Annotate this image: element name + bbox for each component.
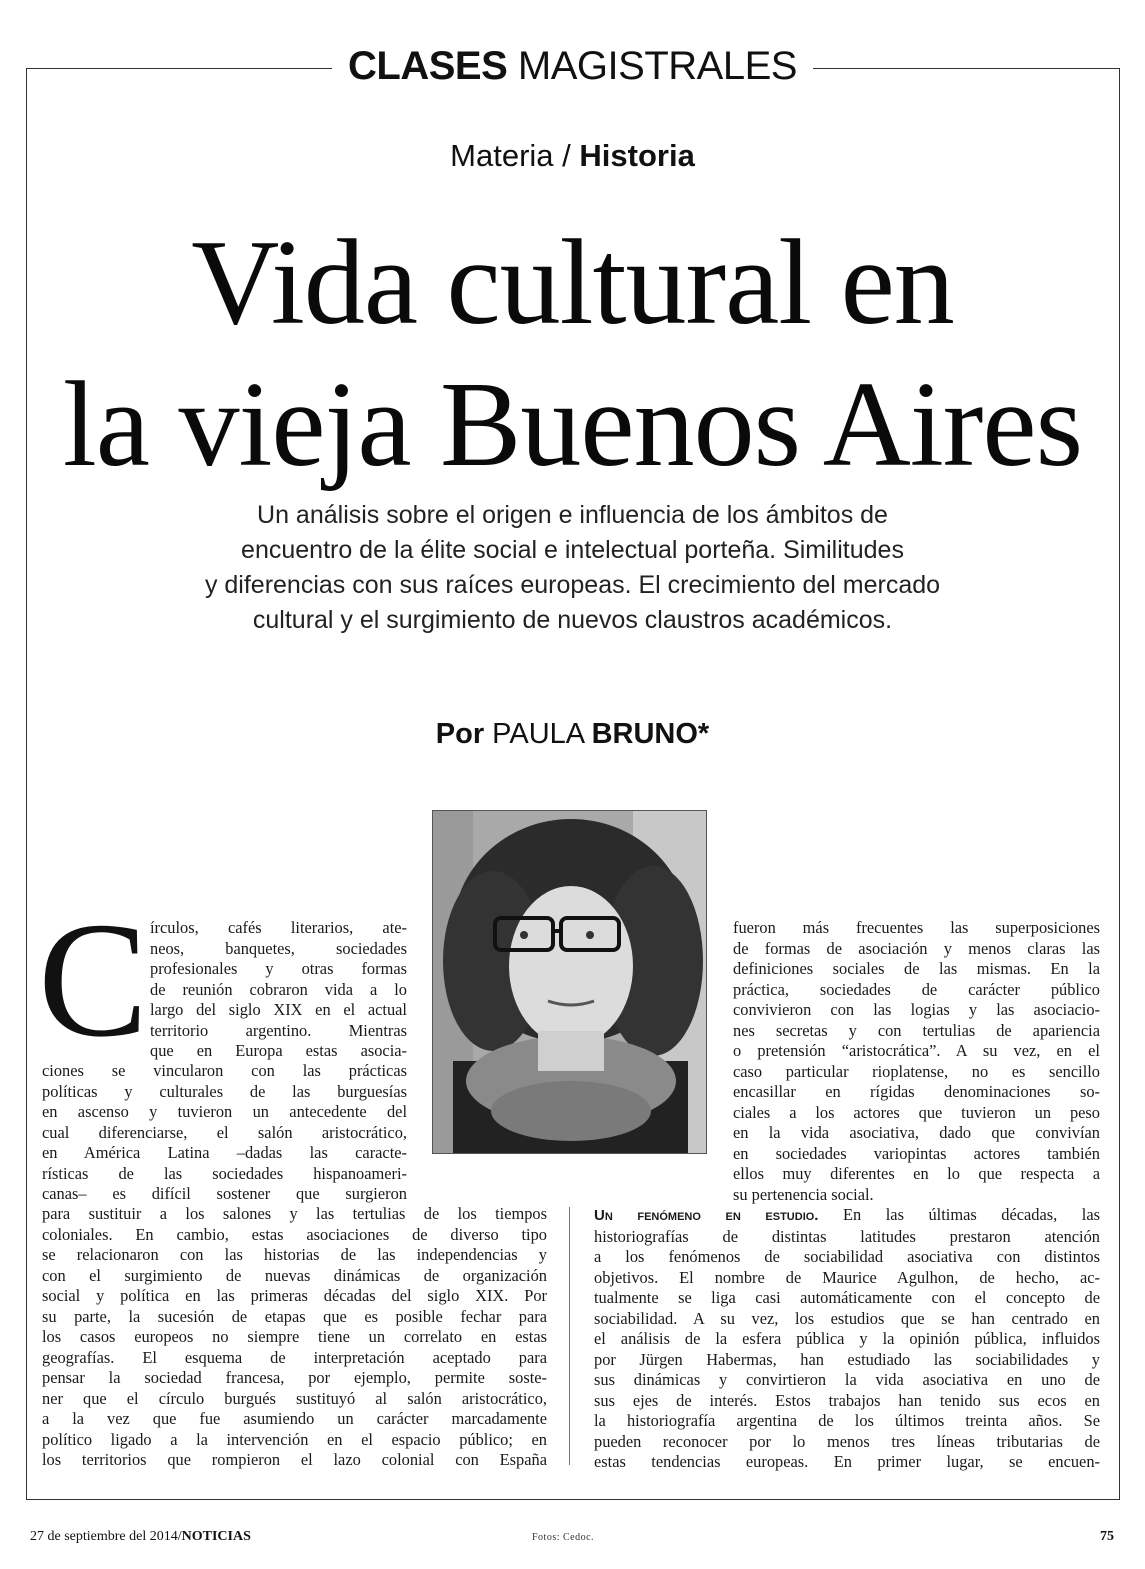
body-line: el análisis de la esfera pública y la opinión pública, influidos — [594, 1329, 1100, 1348]
headline-line-1: Vida cultural en — [191, 215, 954, 350]
headline — [0, 212, 1145, 496]
deck-line: Un análisis sobre el origen e influencia de los ámbitos de — [257, 501, 888, 529]
body-line: la historiografía argentina de los últimos treinta años. Se — [594, 1411, 1100, 1430]
deck — [100, 498, 1045, 638]
body-line: a la vez que fue asumiendo un carácter marcadamente — [42, 1409, 547, 1428]
body-line: sus dinámicas y convirtieron la vida asociativa en uno de — [594, 1370, 1100, 1389]
body-line: para sustituir a los salones y las tertulias de los tiempos — [42, 1204, 547, 1223]
body-line: tualmente se liga casi automáticamente con el concepto de — [594, 1288, 1100, 1307]
body-line: los territorios que rompieron el lazo colonial con España — [42, 1450, 547, 1469]
subhead-line — [594, 1205, 1100, 1227]
body-line: objetivos. El nombre de Maurice Agulhon, de hecho, ac- — [594, 1267, 1100, 1287]
author-photo — [432, 810, 707, 1154]
byline-last-name: BRUNO* — [591, 718, 710, 750]
byline — [0, 718, 1145, 751]
deck-line: y diferencias con sus raíces europeas. El crecimiento del mercado — [204, 571, 941, 599]
photo-credit: Fotos: Cedoc. — [532, 1532, 595, 1543]
col1-narrow-block — [150, 918, 407, 1062]
subhead: Un fenómeno en estudio. — [594, 1207, 819, 1224]
byline-por: Por — [435, 718, 485, 750]
body-line: fueron más frecuentes las superposiciones — [733, 918, 1100, 937]
body-line: sus ejes de interés. Estos trabajos han tenido sus ecos en — [594, 1390, 1100, 1410]
body-line: se relacionaron con las historias de las independencias y — [42, 1245, 547, 1264]
deck-line: cultural y el surgimiento de nuevos claustros académicos. — [252, 606, 893, 634]
body-line: historiografías de distintas latitudes prestaron atención — [594, 1226, 1100, 1246]
body-line: los casos europeos no siempre tiene un correlato en estas — [42, 1327, 547, 1346]
kicker-materia: Materia / — [450, 138, 571, 173]
drop-cap: C — [38, 888, 149, 1071]
body-line: convivieron con las logias y las asociacio- — [733, 1000, 1100, 1019]
column-divider — [569, 1207, 570, 1465]
body-line: caso particular rioplatense, no es sencillo — [733, 1061, 1100, 1081]
body-line: en sociedades variopintas actores también — [733, 1143, 1100, 1163]
body-line: por Jürgen Habermas, han estudiado las sociabilidades y — [594, 1349, 1100, 1369]
body-line: ner que el círculo burgués sustituyó al salón aristocrático, — [42, 1388, 547, 1408]
body-line: pueden reconocer por lo menos tres líneas tributarias de — [594, 1431, 1100, 1451]
author-portrait-illustration — [433, 811, 707, 1154]
body-line: ellos muy diferentes en lo que respecta a — [733, 1164, 1100, 1183]
footer-date — [30, 1529, 251, 1545]
col2-wide-block — [594, 1205, 1100, 1473]
body-line: práctica, sociedades de carácter público — [733, 979, 1100, 999]
body-line-rest: En las últimas décadas, las — [843, 1205, 1100, 1224]
body-line: encasillar en rígidas denominaciones so- — [733, 1082, 1100, 1101]
body-line: en América Latina –dadas las caracte- — [42, 1143, 407, 1162]
body-line: su pertenencia social. — [733, 1184, 874, 1204]
body-line: en ascenso y tuvieron un antecedente del — [42, 1102, 407, 1121]
body-line: neos, banquetes, sociedades — [150, 938, 407, 958]
page-number: 75 — [1100, 1529, 1114, 1544]
body-line: políticas y culturales de las burguesías — [42, 1081, 407, 1101]
headline-line-2: la vieja Buenos Aires — [62, 357, 1083, 492]
body-line: coloniales. En cambio, estas asociaciones de diverso tipo — [42, 1224, 547, 1244]
body-line: nes secretas y con tertulias de apariencia — [733, 1020, 1100, 1040]
col1-wide-block — [42, 1204, 547, 1471]
byline-first-name: PAULA — [492, 718, 584, 750]
body-line: ciales a los actores que tuvieron un peso — [733, 1102, 1100, 1122]
col2-narrow-block — [733, 918, 1100, 1205]
body-line: profesionales y otras formas — [150, 959, 407, 978]
body-line: largo del siglo XIX en el actual — [150, 1000, 407, 1019]
section-title-bold: CLASES — [348, 44, 508, 88]
body-line: rísticas de las sociedades hispanoameri- — [42, 1163, 407, 1183]
body-line: pensar la sociedad francesa, por ejemplo, permite soste- — [42, 1368, 547, 1387]
body-line: ciones se vincularon con las prácticas — [42, 1061, 407, 1080]
body-line: definiciones sociales de las mismas. En la — [733, 959, 1100, 978]
body-line: territorio argentino. Mientras — [150, 1020, 407, 1040]
body-line: geografías. El esquema de interpretación aceptado para — [42, 1347, 547, 1367]
body-line: de reunión cobraron vida a lo — [150, 979, 407, 999]
body-line: de formas de asociación y menos claras las — [733, 938, 1100, 958]
body-line: social y política en las primeras décadas del siglo XIX. Por — [42, 1286, 547, 1305]
body-line: político ligado a la intervención en el espacio público; en — [42, 1429, 547, 1449]
body-line: su parte, la sucesión de etapas que es posible fechar para — [42, 1306, 547, 1326]
footer-magazine: NOTICIAS — [181, 1529, 251, 1544]
section-header — [0, 44, 1145, 89]
body-line: canas– es difícil sostener que surgieron — [42, 1184, 407, 1203]
body-line: estas tendencias europeas. En primer lugar, se encuen- — [594, 1452, 1100, 1471]
footer-date-text: 27 de septiembre del 2014/ — [30, 1529, 182, 1544]
kicker-subject: Historia — [579, 138, 695, 173]
body-line: a los fenómenos de sociabilidad asociativa con distintos — [594, 1247, 1100, 1266]
body-line: cual diferenciarse, el salón aristocrático, — [42, 1122, 407, 1142]
body-line: que en Europa estas asocia- — [150, 1041, 407, 1060]
body-line: írculos, cafés literarios, ate- — [150, 918, 407, 937]
section-title-light: MAGISTRALES — [517, 44, 797, 88]
deck-line: encuentro de la élite social e intelectual porteña. Similitudes — [241, 536, 904, 564]
body-line: en la vida asociativa, dado que convivían — [733, 1123, 1100, 1142]
subject-kicker — [0, 138, 1145, 174]
body-line: con el surgimiento de nuevas dinámicas de organización — [42, 1265, 547, 1285]
col1-mid-block — [42, 1061, 407, 1205]
body-line: o pretensión “aristocrática”. A su vez, en el — [733, 1041, 1100, 1060]
body-line: sociabilidad. A su vez, los estudios que se han centrado en — [594, 1308, 1100, 1328]
